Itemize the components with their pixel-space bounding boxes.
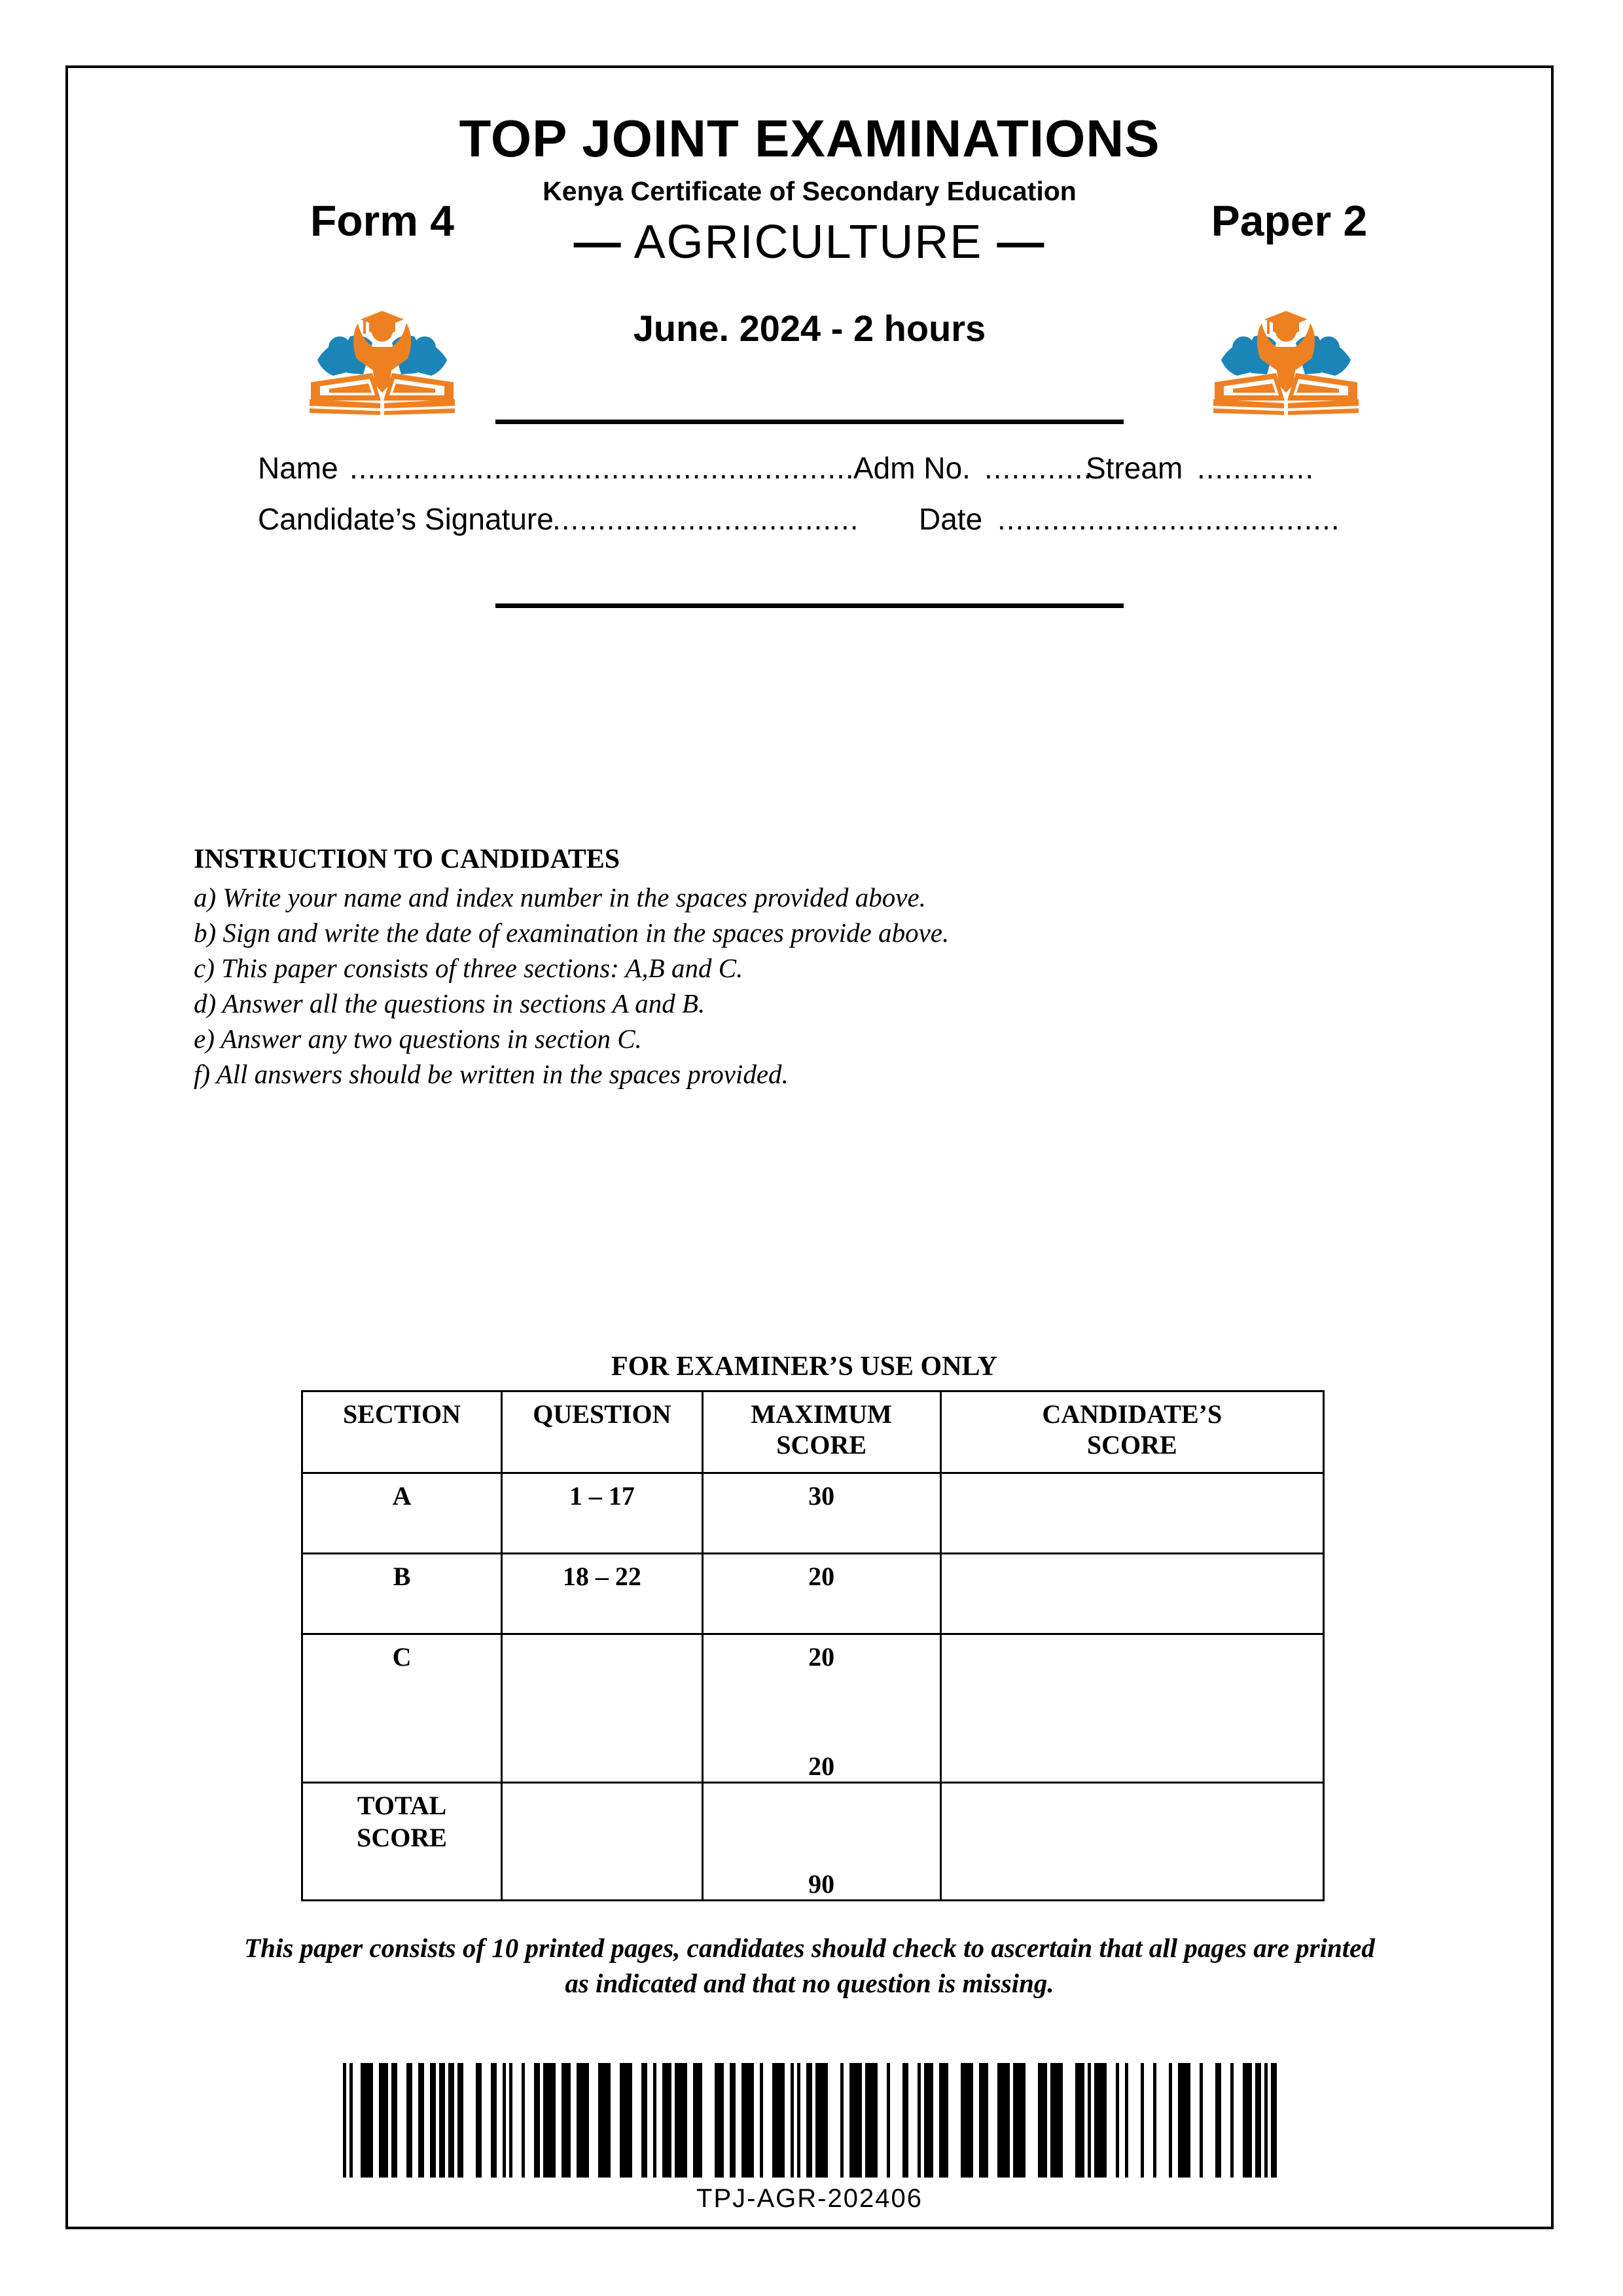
row-candidate-score-a[interactable] xyxy=(940,1473,1323,1554)
total-maximum-score xyxy=(702,1783,940,1901)
total-maximum-gap xyxy=(706,1790,937,1869)
column-header-maximum-score xyxy=(702,1391,940,1473)
table-row xyxy=(302,1634,1324,1783)
row-section-a: A xyxy=(302,1473,502,1554)
instruction-item: e) Answer any two questions in section C. xyxy=(194,1023,642,1054)
row-section-c: C xyxy=(302,1634,502,1783)
column-header-candidate-score xyxy=(940,1391,1323,1473)
signature-field-row xyxy=(68,504,1551,555)
stream-label: Stream xyxy=(1086,451,1183,485)
instruction-item: c) This paper consists of three sections: A,B and C. xyxy=(194,952,743,983)
subject-dash-right: — xyxy=(997,216,1046,268)
row-maximum-c xyxy=(702,1634,940,1783)
table-header-row xyxy=(302,1391,1324,1473)
name-field-row xyxy=(68,453,1551,504)
adm-no-input[interactable]: ............ xyxy=(984,451,1093,485)
page-title: TOP JOINT EXAMINATIONS xyxy=(459,109,1160,168)
total-label-line2: SCORE xyxy=(357,1822,447,1852)
instructions-block xyxy=(194,842,1306,1092)
date-label: Date xyxy=(919,502,983,536)
subject-dash-left: — xyxy=(573,216,622,268)
examiner-use-heading: FOR EXAMINER’S USE ONLY xyxy=(611,1352,998,1382)
graduate-book-logo xyxy=(307,291,457,415)
row-maximum-a: 30 xyxy=(702,1473,940,1554)
header-divider-top xyxy=(495,420,1124,424)
examiner-score-table xyxy=(301,1390,1325,1901)
row-candidate-score-b[interactable] xyxy=(940,1554,1323,1634)
signature-input[interactable]: .................................. xyxy=(552,502,859,536)
barcode-label: TPJ-AGR-202406 xyxy=(696,2184,923,2213)
date-input[interactable]: ...................................... xyxy=(997,502,1340,536)
row-maximum-c-gap xyxy=(706,1672,937,1751)
header-divider-bottom xyxy=(495,603,1124,608)
total-candidate-score[interactable] xyxy=(940,1783,1323,1901)
total-maximum-value: 90 xyxy=(808,1869,835,1899)
exam-subtitle: Kenya Certificate of Secondary Education xyxy=(543,176,1077,206)
row-question-c xyxy=(502,1634,703,1783)
name-label: Name xyxy=(258,451,338,485)
exam-cover-page xyxy=(65,65,1554,2229)
candidate-details xyxy=(68,453,1551,555)
graduate-book-logo xyxy=(1211,291,1361,415)
total-score-label xyxy=(302,1783,502,1901)
exam-date-duration: June. 2024 - 2 hours xyxy=(633,308,986,349)
printed-pages-note xyxy=(153,1930,1466,2001)
column-header-maximum-line1: MAXIMUM xyxy=(751,1399,892,1429)
instruction-item: a) Write your name and index number in the spaces provided above. xyxy=(194,882,926,912)
name-input[interactable]: ........................................................ xyxy=(349,451,855,485)
total-question-blank xyxy=(502,1783,703,1901)
row-maximum-c-second: 20 xyxy=(808,1751,835,1781)
instruction-item: b) Sign and write the date of examination in the spaces provide above. xyxy=(194,917,950,948)
barcode-image xyxy=(343,2063,1277,2178)
row-maximum-b: 20 xyxy=(702,1554,940,1634)
column-header-section: SECTION xyxy=(302,1391,502,1473)
table-row xyxy=(302,1473,1324,1554)
column-header-question: QUESTION xyxy=(502,1391,703,1473)
form-level-label: Form 4 xyxy=(310,196,455,245)
adm-no-label: Adm No. xyxy=(853,451,971,485)
instruction-item: d) Answer all the questions in sections A and B. xyxy=(194,988,705,1018)
stream-input[interactable]: ............. xyxy=(1197,451,1315,485)
printed-pages-note-line1: This paper consists of 10 printed pages, candidates should check to ascertain that all pages are printed xyxy=(244,1933,1375,1963)
barcode-block xyxy=(68,2054,1551,2214)
signature-label: Candidate’s Signature xyxy=(258,502,554,536)
column-header-candidate-line1: CANDIDATE’S xyxy=(1042,1399,1222,1429)
row-maximum-c-first: 20 xyxy=(808,1642,835,1672)
total-label-line1: TOTAL xyxy=(357,1791,447,1820)
instruction-item: f) All answers should be written in the spaces provided. xyxy=(194,1059,789,1090)
printed-pages-note-line2: as indicated and that no question is missing. xyxy=(565,1968,1054,1999)
row-candidate-score-c[interactable] xyxy=(940,1634,1323,1783)
row-question-b: 18 – 22 xyxy=(502,1554,703,1634)
instructions-heading: INSTRUCTION TO CANDIDATES xyxy=(194,844,620,874)
row-question-a: 1 – 17 xyxy=(502,1473,703,1554)
table-total-row xyxy=(302,1783,1324,1901)
paper-number-label: Paper 2 xyxy=(1211,196,1368,245)
column-header-maximum-line2: SCORE xyxy=(776,1430,867,1460)
row-section-b: B xyxy=(302,1554,502,1634)
column-header-candidate-line2: SCORE xyxy=(1086,1430,1177,1460)
table-row xyxy=(302,1554,1324,1634)
subject-name: AGRICULTURE xyxy=(633,216,983,268)
